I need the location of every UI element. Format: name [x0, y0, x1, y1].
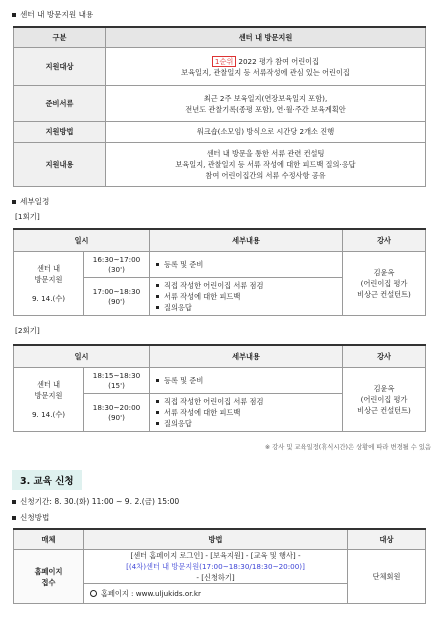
- visit-info-table: [13, 26, 426, 187]
- square-bullet-icon: [156, 400, 159, 403]
- col-header-visit: 센터 내 방문지원: [106, 27, 426, 48]
- circle-bullet-icon: [90, 590, 97, 597]
- session1-slot1-items: 등록 및 준비: [150, 252, 343, 278]
- square-bullet-icon: [156, 306, 159, 309]
- square-bullet-icon: [156, 263, 159, 266]
- col-header-instructor: 강사: [343, 345, 426, 368]
- session2-place-date: 센터 내 방문지원 9. 14.(수): [14, 368, 84, 432]
- col-header-content: 세부내용: [150, 229, 343, 252]
- row-value-method: 워크숍(소모임) 방식으로 시간당 2개소 진행: [106, 122, 426, 143]
- session1-table: [13, 228, 426, 316]
- row-label-documents: 준비서류: [14, 86, 106, 122]
- apply-table: [13, 528, 426, 604]
- session1-slot2-items: 직접 작성한 어린이집 서류 점검 서류 작성에 대한 피드백 질의응답: [150, 278, 343, 316]
- col-header-datetime: 일시: [14, 229, 150, 252]
- col-header-instructor: 강사: [343, 229, 426, 252]
- session2-slot1-time: 18:15~18:30 (15'): [84, 368, 150, 394]
- row-value-target: 1순위 2022 평가 참여 어린이집 보육일지, 관찰일지 등 서류작성에 관심 있는 어린이집: [106, 48, 426, 86]
- square-bullet-icon: [156, 295, 159, 298]
- session1-label: [1회기]: [15, 212, 40, 221]
- row-label-method: 지원방법: [14, 122, 106, 143]
- session1-slot2-time: 17:00~18:30 (90'): [84, 278, 150, 316]
- apply-method-heading-text: 신청방법: [20, 513, 50, 522]
- method-cell: [센터 홈페이지 로그인] - [보육지원] - [교육 및 행사] - [(4차)센터 내 방문지원(17:00~18:30/18:30~20:00)] - [신청하기]: [84, 550, 348, 584]
- priority-badge: 1순위: [212, 56, 236, 67]
- square-bullet-icon: [156, 422, 159, 425]
- square-bullet-icon: [12, 200, 16, 204]
- square-bullet-icon: [12, 13, 16, 17]
- row-value-documents: 최근 2주 보육일지(연장보육일지 포함), 전년도 관찰기록(종평 포함), 연·월·주간 보육계획안: [106, 86, 426, 122]
- square-bullet-icon: [156, 411, 159, 414]
- session2-label: [2회기]: [15, 326, 40, 335]
- session2-slot2-time: 18:30~20:00 (90'): [84, 394, 150, 432]
- session1-instructor: 김윤옥 (어린이집 평가 비상근 컨설턴트): [343, 252, 426, 316]
- col-header-content: 세부내용: [150, 345, 343, 368]
- visit-section-heading: [12, 9, 93, 20]
- row-value-content: 센터 내 방문을 통한 서류 관련 컨설팅 보육일지, 관찰일지 등 서류 작성에 대한 피드백 질의·응답 참여 어린이집간의 서류 수정사항 공유: [106, 143, 426, 187]
- apply-period: [12, 496, 179, 507]
- homepage-cell: [84, 584, 348, 604]
- event-name-link[interactable]: [(4차)센터 내 방문지원(17:00~18:30/18:30~20:00)]: [126, 562, 305, 571]
- square-bullet-icon: [12, 516, 16, 520]
- col-header-datetime: 일시: [14, 345, 150, 368]
- session2-instructor: 김윤옥 (어린이집 평가 비상근 컨설턴트): [343, 368, 426, 432]
- col-header-method: 방법: [84, 529, 348, 550]
- row-label-content: 지원내용: [14, 143, 106, 187]
- row-label-target: 지원대상: [14, 48, 106, 86]
- col-header-media: 매체: [14, 529, 84, 550]
- session2-slot1-items: 등록 및 준비: [150, 368, 343, 394]
- schedule-section-heading: [12, 196, 49, 207]
- session2-table: [13, 344, 426, 432]
- col-header-target: 대상: [348, 529, 426, 550]
- apply-period-text: 신청기간: 8. 30.(화) 11:00 ~ 9. 2.(금) 15:00: [20, 497, 180, 506]
- schedule-heading-text: 세부일정: [20, 197, 50, 206]
- schedule-note: ※ 강사 및 교육일정(휴식시간)은 상황에 따라 변경될 수 있음: [264, 444, 431, 451]
- media-cell: 홈페이지 접수: [14, 550, 84, 604]
- square-bullet-icon: [156, 379, 159, 382]
- col-header-category: 구분: [14, 27, 106, 48]
- apply-section-title: 3. 교육 신청: [12, 470, 82, 490]
- session2-slot2-items: 직접 작성한 어린이집 서류 점검 서류 작성에 대한 피드백 질의응답: [150, 394, 343, 432]
- homepage-url[interactable]: 홈페이지 : www.uljukids.or.kr: [101, 588, 201, 598]
- session1-place-date: 센터 내 방문지원 9. 14.(수): [14, 252, 84, 316]
- session1-slot1-time: 16:30~17:00 (30'): [84, 252, 150, 278]
- target-cell: 단체회원: [348, 550, 426, 604]
- apply-method-heading: [12, 512, 49, 523]
- visit-heading-text: 센터 내 방문지원 내용: [20, 10, 94, 19]
- square-bullet-icon: [12, 500, 16, 504]
- square-bullet-icon: [156, 284, 159, 287]
